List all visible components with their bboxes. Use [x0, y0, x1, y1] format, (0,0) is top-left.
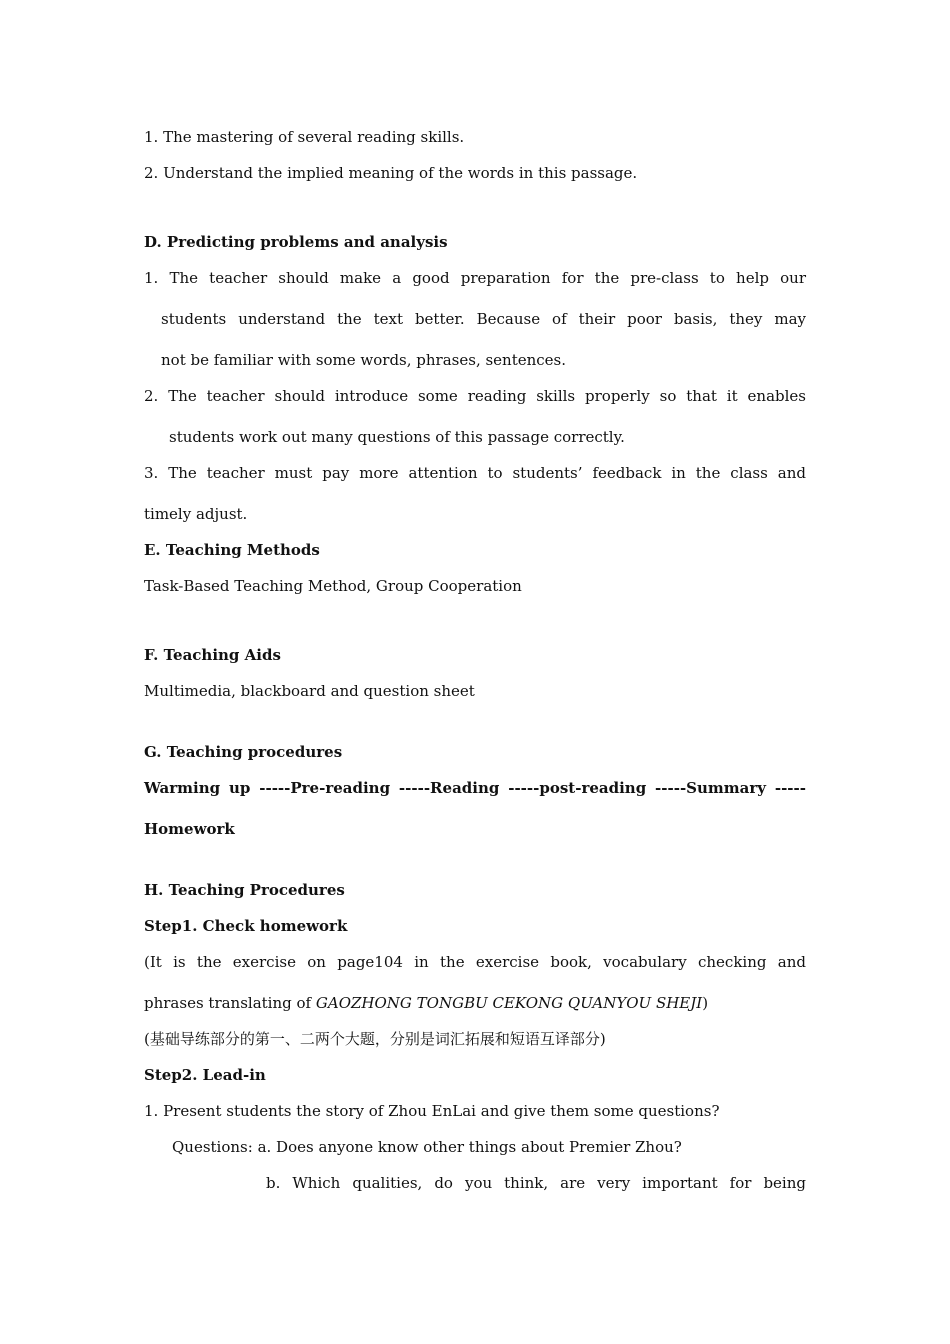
procedures-overview-line2: Homework	[144, 820, 235, 838]
predicting-item2-line1: 2. The teacher should introduce some reading skills properly so that it enables	[144, 387, 806, 405]
step1-line2-suffix: )	[702, 994, 709, 1012]
section-g-heading: G. Teaching procedures	[144, 743, 343, 761]
predicting-item3-line2: timely adjust.	[144, 505, 248, 523]
step1-line2	[144, 994, 708, 1012]
step2-title: Step2. Lead-in	[144, 1066, 266, 1084]
predicting-item1-line1: 1. The teacher should make a good preparation for the pre-class to help our	[144, 269, 806, 287]
step1-line1: (It is the exercise on page104 in the exercise book, vocabulary checking and	[144, 953, 806, 971]
predicting-item1-line3: not be familiar with some words, phrases, sentences.	[161, 351, 567, 369]
aids-text: Multimedia, blackboard and question sheet	[144, 682, 475, 700]
procedures-overview-line1: Warming up -----Pre-reading -----Reading -----post-reading -----Summary -----	[144, 779, 806, 797]
section-d-heading: D. Predicting problems and analysis	[144, 233, 448, 251]
section-h-heading: H. Teaching Procedures	[144, 881, 345, 899]
objective-2: 2. Understand the implied meaning of the words in this passage.	[144, 164, 638, 182]
step1-title: Step1. Check homework	[144, 917, 348, 935]
step2-item1: 1. Present students the story of Zhou EnLai and give them some questions?	[144, 1102, 720, 1120]
step1-line2-prefix: phrases translating of	[144, 994, 316, 1012]
step1-chinese-note: (基础导练部分的第一、二两个大题，分别是词汇拓展和短语互译部分)	[144, 1030, 606, 1048]
predicting-item1-line2: students understand the text better. Because of their poor basis, they may	[161, 310, 806, 328]
methods-text: Task-Based Teaching Method, Group Cooperation	[144, 577, 522, 595]
step1-book-title: GAOZHONG TONGBU CEKONG QUANYOU SHEJI	[315, 994, 703, 1012]
section-f-heading: F. Teaching Aids	[144, 646, 281, 664]
section-e-heading: E. Teaching Methods	[144, 541, 320, 559]
predicting-item3-line1: 3. The teacher must pay more attention to students’ feedback in the class and	[144, 464, 806, 482]
objective-1: 1. The mastering of several reading skills.	[144, 128, 465, 146]
step2-question-b: b. Which qualities, do you think, are very important for being	[266, 1174, 806, 1192]
step2-question-a: Questions: a. Does anyone know other things about Premier Zhou?	[172, 1138, 682, 1156]
predicting-item2-line2: students work out many questions of this passage correctly.	[169, 428, 625, 446]
